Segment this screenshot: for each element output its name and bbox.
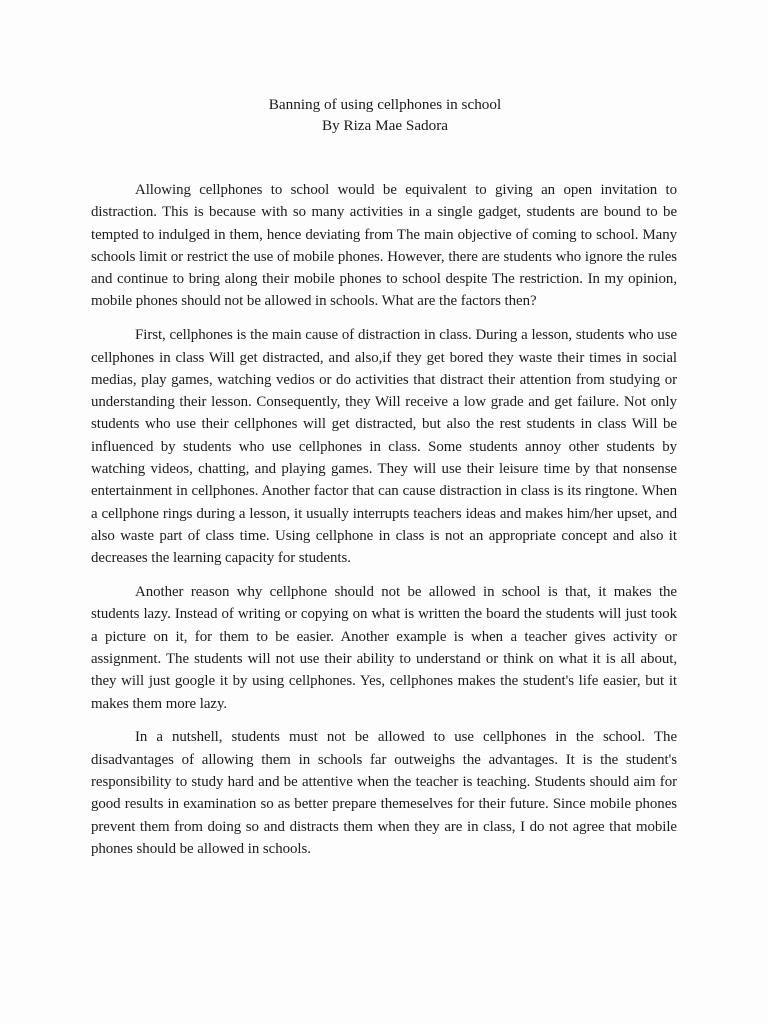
paragraph-distraction: First, cellphones is the main cause of distraction in class. During a lesson, students who use cellphones in class Will get distracted, and also,if they get bored they waste their times in social medias, play games, watching vedios or do activities that distract their attention from studying or understanding their lesson. Consequently, they Will receive a low grade and get failure. Not only students who use their cellphones will get distracted, but also the rest students in class Will be influenced by students who use cellphones in class. Some students annoy other students by watching videos, chatting, and playing games. They will use their leisure time by that nonsense entertainment in cellphones. Another factor that can cause distraction in class is its ringtone. When a cellphone rings during a lesson, it usually interrupts teachers ideas and makes him/her upset, and also waste part of class time. Using cellphone in class is not an appropriate concept and also it decreases the learning capacity for students. — [91, 327, 677, 567]
document-header — [0, 94, 768, 136]
paragraph-introduction: Allowing cellphones to school would be equivalent to giving an open invitation to distraction. This is because with so many activities in a single gadget, students are bound to be tempted to indulged in them, hence deviating from The main objective of coming to school. Many schools limit or restrict the use of mobile phones. However, there are students who ignore the rules and continue to bring along their mobile phones to school despite The restriction. In my opinion, mobile phones should not be allowed in schools. What are the factors then? — [91, 182, 677, 310]
paragraph-laziness: Another reason why cellphone should not be allowed in school is that, it makes the students lazy. Instead of writing or copying on what is written the board the students will just took a picture on it, for them to be easier. Another example is when a teacher gives activity or assignment. The students will not use their ability to understand or think on what it is all about, they will just google it by using cellphones. Yes, cellphones makes the student's life easier, but it makes them more lazy. — [91, 584, 677, 712]
document-byline: By Riza Mae Sadora — [321, 117, 449, 134]
paragraph-conclusion: In a nutshell, students must not be allowed to use cellphones in the school. The disadvantages of allowing them in schools far outweighs the advantages. It is the student's responsibility to study hard and be attentive when the teacher is teaching. Students should aim for good results in examination so as better prepare themeselves for their future. Since mobile phones prevent them from doing so and distracts them when they are in class, I do not agree that mobile phones should be allowed in schools. — [91, 729, 677, 857]
document-title: Banning of using cellphones in school — [268, 96, 502, 113]
document-body — [91, 179, 677, 872]
